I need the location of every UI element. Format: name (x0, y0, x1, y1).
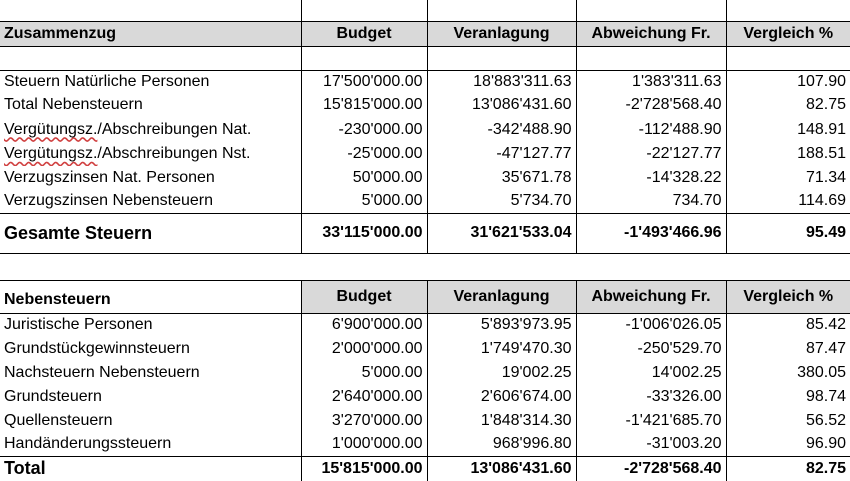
row-label[interactable] (0, 117, 301, 142)
abweichung-cell[interactable]: -2'728'568.40 (576, 93, 726, 117)
vergleich-cell[interactable]: 71.34 (726, 166, 850, 190)
vergleich-cell[interactable]: 82.75 (726, 93, 850, 117)
col-header-abweichung[interactable]: Abweichung Fr. (576, 21, 726, 46)
veranlagung-cell[interactable]: -342'488.90 (427, 117, 576, 142)
total-abweichung-cell[interactable]: -2'728'568.40 (576, 457, 726, 481)
abweichung-cell[interactable]: -1'421'685.70 (576, 409, 726, 433)
vergleich-cell[interactable]: 85.42 (726, 314, 850, 337)
row-label[interactable]: Verzugszinsen Nebensteuern (4, 192, 214, 210)
veranlagung-cell[interactable]: 2'606'674.00 (427, 385, 576, 409)
budget-cell[interactable]: 5'000.00 (301, 190, 427, 213)
budget-cell[interactable]: 50'000.00 (301, 166, 427, 190)
blank-cell (0, 0, 301, 21)
row-label[interactable]: Nachsteuern Nebensteuern (4, 363, 200, 381)
abweichung-cell[interactable]: -14'328.22 (576, 166, 726, 190)
row-label[interactable] (0, 142, 301, 166)
row-label[interactable]: Total Nebensteuern (4, 96, 143, 113)
col-header-veranlagung[interactable]: Veranlagung (427, 21, 576, 46)
blank-cell (427, 0, 576, 21)
blank-cell (576, 0, 726, 21)
vergleich-cell[interactable]: 107.90 (726, 70, 850, 93)
veranlagung-cell[interactable]: 5'734.70 (427, 190, 576, 213)
vergleich-cell[interactable]: 98.74 (726, 385, 850, 409)
row-label[interactable]: Grundsteuern (4, 387, 102, 405)
budget-cell[interactable]: 15'815'000.00 (301, 93, 427, 117)
budget-cell[interactable]: -25'000.00 (301, 142, 427, 166)
col-header-vergleich[interactable]: Vergleich % (726, 281, 850, 314)
col-header-veranlagung[interactable]: Veranlagung (427, 281, 576, 314)
vergleich-cell[interactable]: 188.51 (726, 142, 850, 166)
spellcheck-word: Vergütungsz. (4, 120, 98, 138)
vergleich-cell[interactable]: 380.05 (726, 361, 850, 385)
abweichung-cell[interactable]: -250'529.70 (576, 337, 726, 361)
vergleich-cell[interactable]: 87.47 (726, 337, 850, 361)
budget-cell[interactable]: 17'500'000.00 (301, 70, 427, 93)
total-abweichung-cell[interactable]: -1'493'466.96 (576, 213, 726, 253)
col-header-budget[interactable]: Budget (301, 21, 427, 46)
budget-cell[interactable]: 1'000'000.00 (301, 433, 427, 457)
total-vergleich-cell[interactable]: 95.49 (726, 213, 850, 253)
row-label-rest: /Abschreibungen Nst. (97, 145, 251, 162)
row-label[interactable]: Quellensteuern (4, 411, 113, 429)
blank-cell (726, 0, 850, 21)
veranlagung-cell[interactable]: 35'671.78 (427, 166, 576, 190)
budget-cell[interactable]: -230'000.00 (301, 117, 427, 142)
blank-cell (576, 46, 726, 70)
abweichung-cell[interactable]: 1'383'311.63 (576, 70, 726, 93)
total-veranlagung-cell[interactable]: 13'086'431.60 (427, 457, 576, 481)
abweichung-cell[interactable]: 734.70 (576, 190, 726, 213)
abweichung-cell[interactable]: -31'003.20 (576, 433, 726, 457)
row-label[interactable]: Handänderungssteuern (4, 435, 172, 453)
abweichung-cell[interactable]: -1'006'026.05 (576, 314, 726, 337)
total-budget-cell[interactable]: 15'815'000.00 (301, 457, 427, 481)
budget-cell[interactable]: 2'640'000.00 (301, 385, 427, 409)
abweichung-cell[interactable]: 14'002.25 (576, 361, 726, 385)
total-veranlagung-cell[interactable]: 31'621'533.04 (427, 213, 576, 253)
blank-cell (427, 46, 576, 70)
col-header-abweichung[interactable]: Abweichung Fr. (576, 281, 726, 314)
total-budget-cell[interactable]: 33'115'000.00 (301, 213, 427, 253)
row-label-rest: /Abschreibungen Nat. (97, 120, 252, 138)
veranlagung-cell[interactable]: 5'893'973.95 (427, 314, 576, 337)
abweichung-cell[interactable]: -112'488.90 (576, 117, 726, 142)
budget-cell[interactable]: 6'900'000.00 (301, 314, 427, 337)
veranlagung-cell[interactable]: 13'086'431.60 (427, 93, 576, 117)
budget-cell[interactable]: 2'000'000.00 (301, 337, 427, 361)
row-label[interactable]: Juristische Personen (4, 316, 153, 334)
veranlagung-cell[interactable]: 19'002.25 (427, 361, 576, 385)
budget-cell[interactable]: 3'270'000.00 (301, 409, 427, 433)
row-label[interactable]: Grundstückgewinnsteuern (4, 339, 190, 357)
row-label[interactable]: Verzugszinsen Nat. Personen (4, 169, 215, 186)
spellcheck-word: Vergütungsz. (4, 145, 98, 162)
blank-cell (0, 46, 301, 70)
total-label[interactable]: Gesamte Steuern (4, 222, 153, 243)
veranlagung-cell[interactable]: 18'883'311.63 (427, 70, 576, 93)
vergleich-cell[interactable]: 96.90 (726, 433, 850, 457)
blank-cell (726, 46, 850, 70)
abweichung-cell[interactable]: -22'127.77 (576, 142, 726, 166)
total-vergleich-cell[interactable]: 82.75 (726, 457, 850, 481)
vergleich-cell[interactable]: 56.52 (726, 409, 850, 433)
veranlagung-cell[interactable]: 1'749'470.30 (427, 337, 576, 361)
row-label[interactable]: Steuern Natürliche Personen (4, 72, 210, 90)
blank-cell (301, 46, 427, 70)
vergleich-cell[interactable]: 148.91 (726, 117, 850, 142)
secondary-table (0, 280, 850, 481)
budget-cell[interactable]: 5'000.00 (301, 361, 427, 385)
col-header-vergleich[interactable]: Vergleich % (726, 21, 850, 46)
veranlagung-cell[interactable]: -47'127.77 (427, 142, 576, 166)
veranlagung-cell[interactable]: 968'996.80 (427, 433, 576, 457)
abweichung-cell[interactable]: -33'326.00 (576, 385, 726, 409)
total-label[interactable]: Total (4, 458, 46, 479)
col-header-budget[interactable]: Budget (301, 281, 427, 314)
summary-title[interactable]: Zusammenzug (0, 21, 301, 46)
vergleich-cell[interactable]: 114.69 (726, 190, 850, 213)
blank-cell (301, 0, 427, 21)
veranlagung-cell[interactable]: 1'848'314.30 (427, 409, 576, 433)
secondary-title[interactable]: Nebensteuern (0, 281, 301, 314)
